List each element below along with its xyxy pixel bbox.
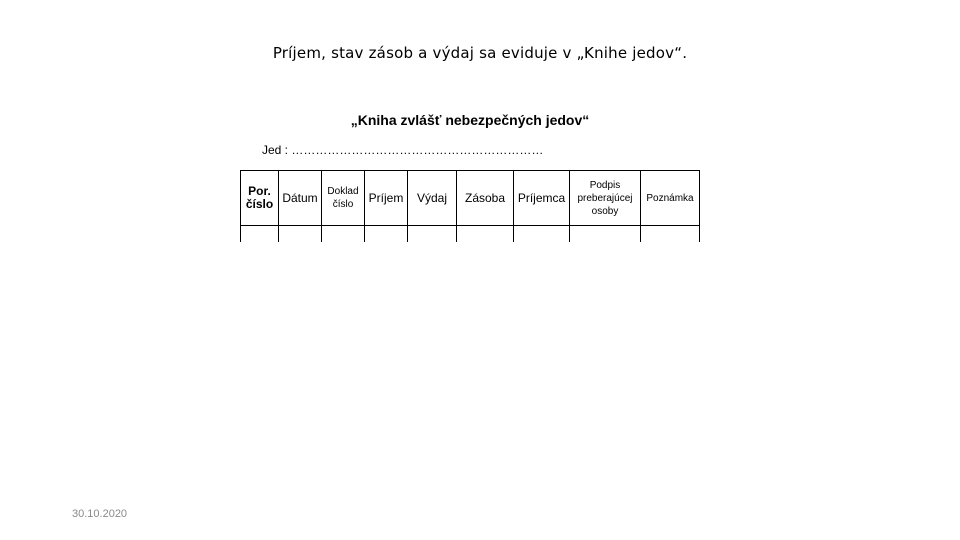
table-cell (408, 226, 457, 243)
ledger-table (240, 170, 700, 242)
column-header-vydaj: Výdaj (408, 171, 457, 226)
column-header-prijem: Príjem (365, 171, 408, 226)
table-cell (514, 226, 570, 243)
column-header-por-cislo: Por. číslo (241, 171, 279, 226)
column-header-zasoba: Zásoba (457, 171, 514, 226)
column-header-doklad-cislo: Doklad číslo (322, 171, 365, 226)
table-cell (241, 226, 279, 243)
jed-field-line: Jed : ……………………………………………………… (262, 143, 544, 157)
slide-title: Príjem, stav zásob a výdaj sa eviduje v „Knihe jedov“. (272, 44, 688, 62)
slide-date: 30.10.2020 (72, 508, 128, 520)
column-header-podpis: Podpis preberajúcej osoby (570, 171, 641, 226)
column-header-poznamka: Poznámka (641, 171, 700, 226)
ledger-empty-row (241, 226, 700, 243)
ledger-header-row (241, 171, 700, 226)
table-cell (570, 226, 641, 243)
table-cell (641, 226, 700, 243)
table-cell (322, 226, 365, 243)
book-title: „Kniha zvlášť nebezpečných jedov“ (350, 112, 590, 128)
table-cell (457, 226, 514, 243)
table-cell (279, 226, 322, 243)
column-header-datum: Dátum (279, 171, 322, 226)
table-cell (365, 226, 408, 243)
column-header-prijemca: Príjemca (514, 171, 570, 226)
